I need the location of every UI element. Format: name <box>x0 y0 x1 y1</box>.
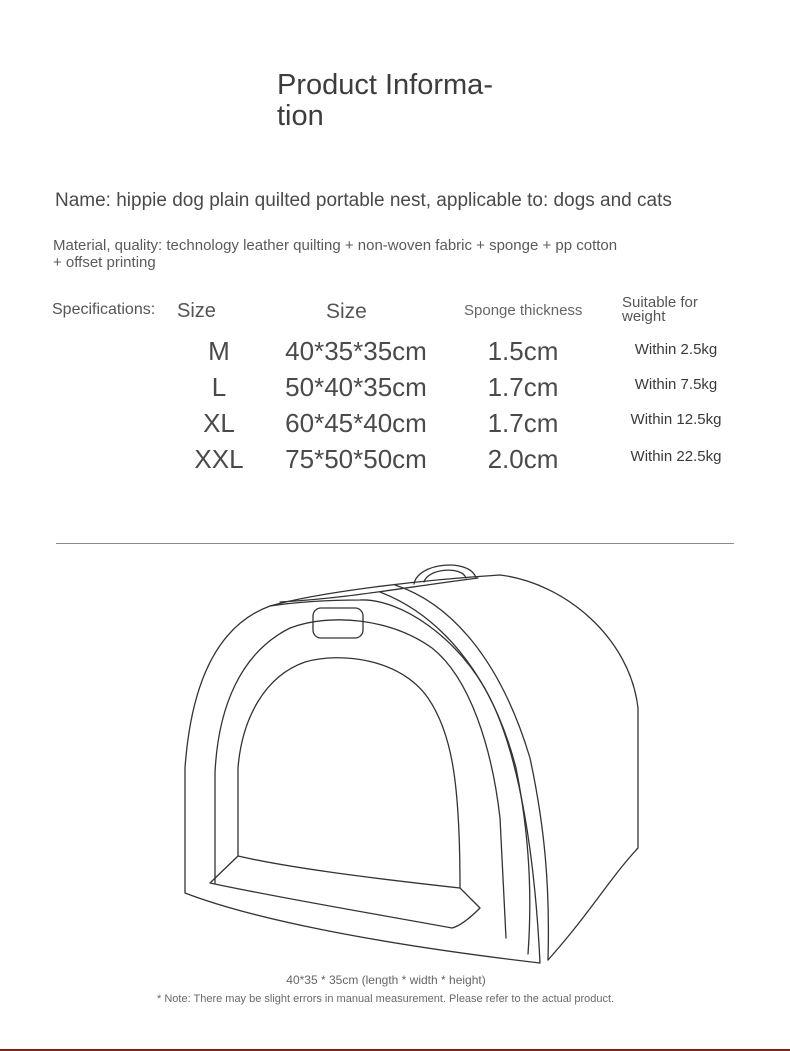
quilt-seam-3 <box>380 592 530 954</box>
measurement-note: * Note: There may be slight errors in manual measurement. Please refer to the actual product. <box>157 993 615 1005</box>
row-m-dimensions: 40*35*35cm <box>285 336 427 366</box>
back-panel-outline <box>270 575 638 960</box>
pet-nest-line-drawing <box>170 558 640 968</box>
row-xl-dimensions: 60*45*40cm <box>285 408 427 438</box>
row-xl-size: XL <box>203 408 235 438</box>
specifications-label: Specifications: <box>52 301 156 318</box>
front-label-patch <box>313 608 363 638</box>
product-material: Material, quality: technology leather quilting + non-woven fabric + sponge + pp cotton + offset printing <box>53 237 618 271</box>
row-l-size: L <box>211 372 227 402</box>
quilt-seam-2 <box>395 585 548 960</box>
dimension-caption: 40*35 * 35cm (length * width * height) <box>286 973 486 987</box>
header-size: Size <box>177 300 216 322</box>
section-divider <box>56 543 734 544</box>
doorway-bolster <box>210 856 480 928</box>
quilt-seam-1 <box>280 578 478 602</box>
row-m-weight: Within 2.5kg <box>634 341 718 358</box>
header-suitable-weight: Suitable for weight <box>622 294 698 325</box>
title-line-2: tion <box>277 100 324 132</box>
row-xxl-dimensions: 75*50*50cm <box>285 444 427 474</box>
title-line-1: Product Informa- <box>277 69 493 101</box>
header-dimensions: Size <box>326 300 367 323</box>
header-sponge-thickness: Sponge thickness <box>464 302 583 319</box>
row-m-sponge: 1.5cm <box>487 336 559 366</box>
doorway-arch <box>238 658 460 888</box>
product-name: Name: hippie dog plain quilted portable nest, applicable to: dogs and cats <box>55 190 672 211</box>
row-xl-weight: Within 12.5kg <box>630 411 722 428</box>
row-l-dimensions: 50*40*35cm <box>285 372 427 402</box>
row-m-size: M <box>208 336 230 366</box>
page-title <box>277 70 517 132</box>
row-xxl-sponge: 2.0cm <box>487 444 559 474</box>
row-l-weight: Within 7.5kg <box>634 376 718 393</box>
row-l-sponge: 1.7cm <box>487 372 559 402</box>
row-xxl-size: XXL <box>194 444 244 474</box>
row-xl-sponge: 1.7cm <box>487 408 559 438</box>
row-xxl-weight: Within 22.5kg <box>630 448 722 465</box>
